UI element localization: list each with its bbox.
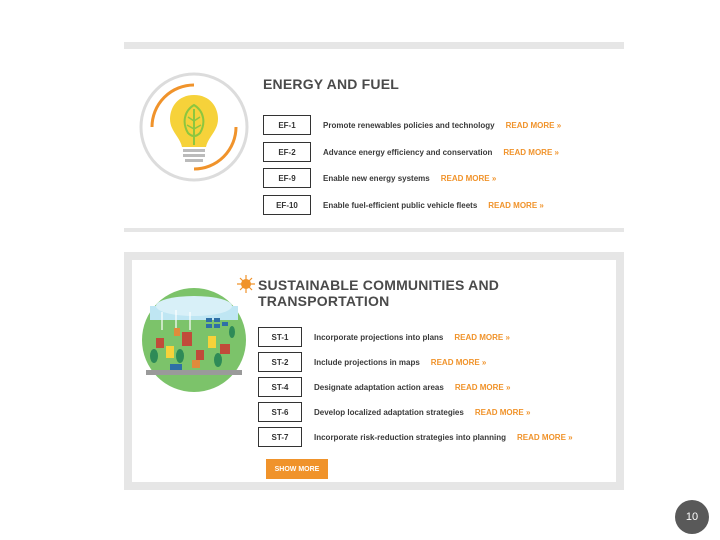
read-more-link[interactable]: READ MORE » bbox=[503, 147, 559, 157]
read-more-link[interactable]: READ MORE » bbox=[474, 407, 531, 417]
strategy-code: ST-1 bbox=[258, 327, 302, 347]
strategy-code: ST-4 bbox=[258, 377, 302, 397]
section-title-line1: SUSTAINABLE COMMUNITIES AND bbox=[258, 277, 500, 293]
section-title-line2: TRANSPORTATION bbox=[258, 293, 390, 309]
energy-fuel-panel bbox=[124, 42, 624, 232]
page-number-badge: 10 bbox=[675, 500, 709, 534]
read-more-link[interactable]: READ MORE » bbox=[505, 120, 562, 130]
read-more-link[interactable]: READ MORE » bbox=[440, 173, 497, 183]
strategy-code: EF-10 bbox=[263, 195, 311, 215]
strategy-description: Include projections in maps bbox=[314, 357, 420, 367]
strategy-row-st-6 bbox=[258, 401, 530, 423]
strategy-row-ef-2 bbox=[263, 141, 559, 163]
communities-transportation-panel bbox=[124, 252, 624, 490]
strategy-code: EF-9 bbox=[263, 168, 311, 188]
strategy-row-ef-1 bbox=[263, 114, 561, 136]
strategy-row-ef-9 bbox=[263, 167, 496, 189]
strategy-description: Develop localized adaptation strategies bbox=[314, 407, 464, 417]
show-more-button[interactable]: SHOW MORE bbox=[266, 459, 328, 479]
section-title: ENERGY AND FUEL bbox=[263, 76, 400, 92]
strategy-description: Enable new energy systems bbox=[323, 173, 430, 183]
strategy-description: Advance energy efficiency and conservation bbox=[323, 147, 493, 157]
strategy-code: EF-2 bbox=[263, 142, 311, 162]
read-more-link[interactable]: READ MORE » bbox=[517, 432, 573, 442]
strategy-description: Promote renewables policies and technology bbox=[323, 120, 495, 130]
strategy-row-st-2 bbox=[258, 351, 486, 373]
read-more-link[interactable]: READ MORE » bbox=[454, 382, 511, 392]
strategy-row-st-7 bbox=[258, 426, 573, 448]
lightbulb-leaf-icon bbox=[138, 71, 250, 183]
strategy-code: ST-6 bbox=[258, 402, 302, 422]
strategy-row-st-4 bbox=[258, 376, 510, 398]
strategy-code: ST-2 bbox=[258, 352, 302, 372]
city-landscape-icon bbox=[136, 272, 256, 394]
strategy-description: Incorporate risk-reduction strategies into planning bbox=[314, 432, 507, 442]
strategy-row-st-1 bbox=[258, 326, 510, 348]
read-more-link[interactable]: READ MORE » bbox=[430, 357, 487, 367]
strategy-description: Enable fuel-efficient public vehicle fleets bbox=[323, 200, 478, 210]
strategy-description: Incorporate projections into plans bbox=[314, 332, 444, 342]
strategy-row-ef-10 bbox=[263, 194, 544, 216]
read-more-link[interactable]: READ MORE » bbox=[488, 200, 544, 210]
strategy-code: ST-7 bbox=[258, 427, 302, 447]
strategy-code: EF-1 bbox=[263, 115, 311, 135]
strategy-description: Designate adaptation action areas bbox=[314, 382, 444, 392]
read-more-link[interactable]: READ MORE » bbox=[454, 332, 510, 342]
